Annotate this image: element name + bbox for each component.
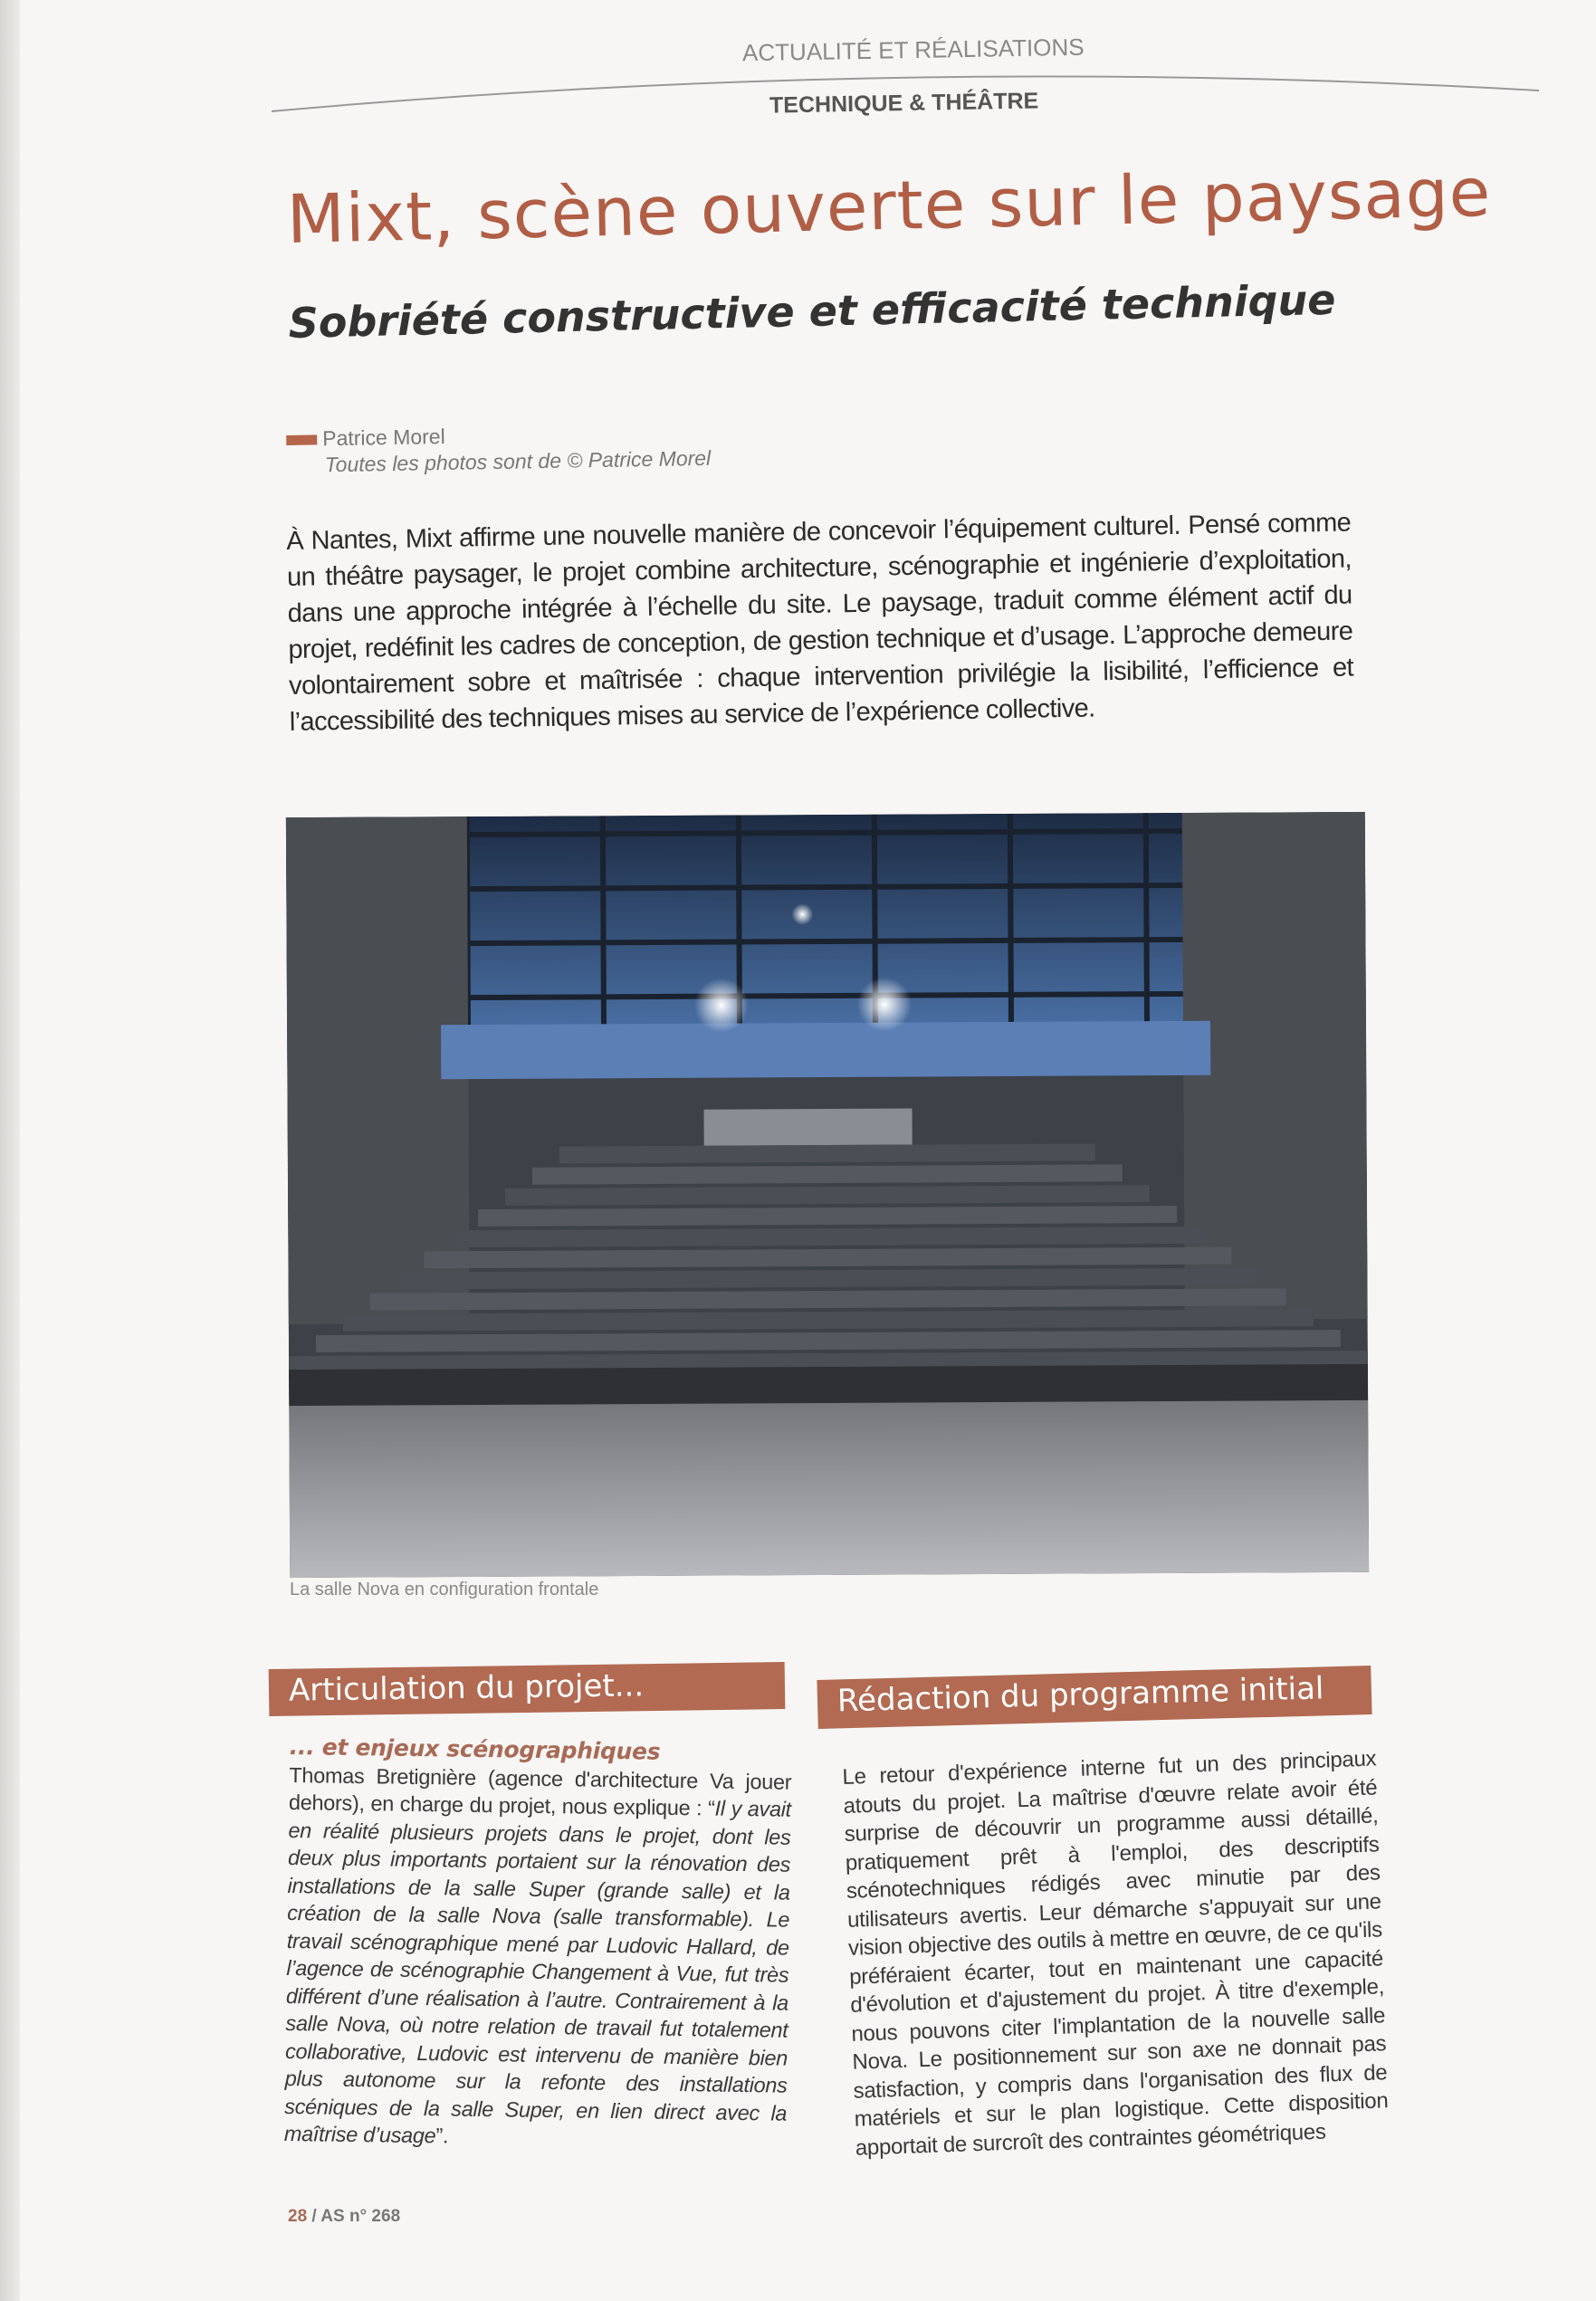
seat-row xyxy=(559,1143,1095,1163)
article-title: Mixt, scène ouverte sur le paysage xyxy=(286,153,1493,259)
author-marker-icon xyxy=(286,435,317,446)
page-number: 28 xyxy=(288,2207,308,2226)
author-block xyxy=(286,420,711,478)
seat-row xyxy=(532,1164,1123,1184)
theatre-photo xyxy=(286,812,1369,1578)
section-heading-programme: Rédaction du programme initial xyxy=(817,1666,1371,1729)
left-column-text xyxy=(284,1733,792,2154)
issue-number: AS n° 268 xyxy=(320,2207,401,2226)
section-heading-articulation: Articulation du projet... xyxy=(269,1662,786,1716)
article-subtitle: Sobriété constructive et efficacité technique xyxy=(288,274,1336,348)
photo-caption: La salle Nova en configuration frontale xyxy=(290,1580,599,1599)
section-label: ACTUALITÉ ET RÉALISATIONS xyxy=(741,33,1085,67)
photo-credit: Toutes les photos sont de © Patrice Morel xyxy=(324,445,712,477)
footer-separator: / xyxy=(307,2207,321,2226)
intro-paragraph: À Nantes, Mixt affirme une nouvelle manière de concevoir l’équipement culturel. Pensé comme un théâtre paysager, le projet combine architecture, scénographie et ingénierie d’exploitation, dans une approche intégrée à l’échelle du site. Le paysage, traduit comme élément actif du projet, redéfinit les cadres de conception, de gestion technique et d’usage. L’approche demeure volontairement sobre et maîtrisée : chaque intervention privilégie la lisibilité, l’efficience et l’accessibilité des techniques mises au service de l’expérience collective. xyxy=(286,508,1354,737)
seat-row xyxy=(478,1206,1177,1227)
right-column-text: Le retour d'expérience interne fut un des principaux atouts du projet. La maîtrise d'œuvre relate avoir été surprise de découvrir un programme aussi détaillé, pratiquement prêt à l'emploi, des descriptifs scénotechniques rédigés avec minutie par des utilisateurs avertis. Leur démarche s'appuyait sur une vision objective des outils à mettre en œuvre, de ce qu'ils préféraient écarter, tout en maintenant une capacité d'évolution et d'ajustement du projet. À titre d'exemple, nous pouvons citer l'implantation de la nouvelle salle Nova. Le positionnement sur son axe ne donnait pas satisfaction, y compris dans l'organisation des flux de matériels et sur le plan logistique. Cette disposition apportait de surcroît des contraintes géométriques xyxy=(842,1746,1389,2161)
author-name: Patrice Morel xyxy=(321,424,445,451)
quote-close: ”. xyxy=(435,2124,449,2148)
column-kicker: ... et enjeux scénographiques xyxy=(289,1733,661,1765)
page-footer xyxy=(288,2207,400,2227)
previous-page-edge xyxy=(0,0,20,2301)
rubric-label: TECHNIQUE & THÉÂTRE xyxy=(769,88,1039,119)
seat-row xyxy=(505,1185,1150,1206)
column-quote: Il y avait en réalité plusieurs projets dans le projet, dont les deux plus importants portaient sur la rénovation des installations de la salle Super (grande salle) et la création de la salle Nova (salle transformable). Le travail scénographique mené par Ludovic Hallard, de l’agence de scénographie Changement à Vue, fut très différent d’une réalisation à l’autre. Contrairement à la salle Nova, où notre relation de travail fut totalement collaborative, Ludovic est intervenu de manière bien plus autonome sur la refonte des installations scéniques de la salle Super, en lien direct avec la maîtrise d’usage xyxy=(283,1796,792,2148)
column-lead: Thomas Bretignière (agence d'architecture Va jouer dehors), en charge du projet, nous explique : “ xyxy=(288,1762,792,1820)
